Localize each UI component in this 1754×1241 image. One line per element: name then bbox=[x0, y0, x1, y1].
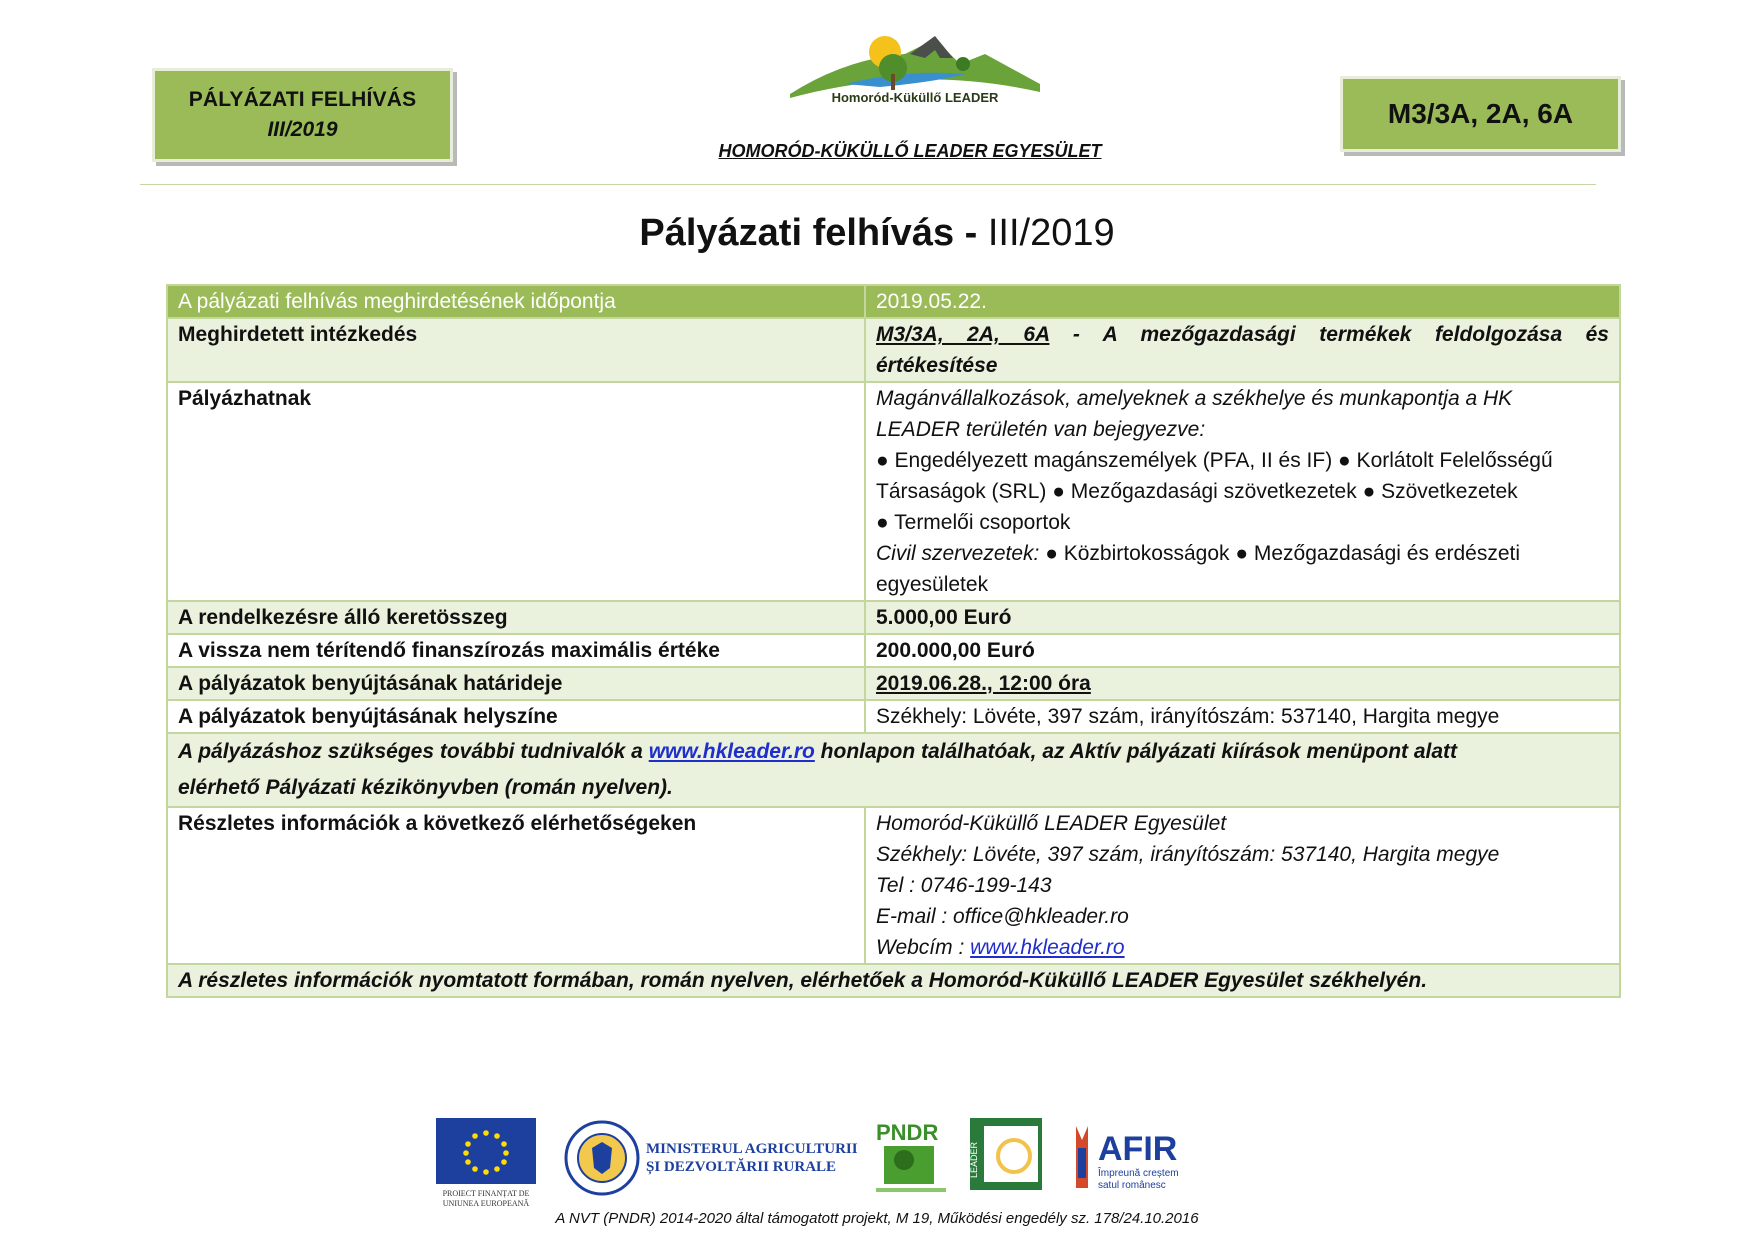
value-cell bbox=[865, 807, 1620, 964]
measure-text-2: értékesítése bbox=[876, 354, 998, 377]
eligible-civil bbox=[876, 538, 1609, 569]
info-text-after: honlapon találhatóak, az Aktív pályázati kiírások menüpont alatt bbox=[814, 740, 1458, 763]
info-cell bbox=[167, 733, 1620, 807]
contact-web bbox=[876, 932, 1609, 963]
table-row bbox=[167, 807, 1620, 964]
call-badge-title: PÁLYÁZATI FELHÍVÁS bbox=[188, 88, 417, 111]
value-cell: 2019.06.28., 12:00 óra bbox=[865, 667, 1620, 700]
measure-text: - A mezőgazdasági termékek feldolgozása és bbox=[1072, 323, 1609, 346]
measure-code-inline: M3/3A, 2A, 6A bbox=[876, 323, 1050, 346]
eligible-list-2: Társaságok (SRL) ● Mezőgazdasági szövetkezetek ● Szövetkezetek bbox=[876, 480, 1518, 503]
leader-emblem-icon bbox=[969, 1118, 1042, 1190]
government-seal-icon bbox=[566, 1122, 638, 1194]
label-cell: A vissza nem térítendő finanszírozás maximális értéke bbox=[167, 634, 865, 667]
pndr-text: PNDR bbox=[876, 1120, 939, 1145]
contact-phone: Tel : 0746-199-143 bbox=[876, 874, 1052, 897]
eu-text-2: UNIUNEA EUROPEANĂ bbox=[442, 1199, 530, 1208]
title-bold: Pályázati felhívás - bbox=[639, 212, 978, 254]
label-cell: Pályázhatnak bbox=[167, 382, 865, 601]
call-badge bbox=[152, 68, 453, 162]
value-cell: Székhely: Lövéte, 397 szám, irányítószám: 537140, Hargita megye bbox=[865, 700, 1620, 733]
info-text-line2: elérhető Pályázati kézikönyvben (román nyelven). bbox=[178, 776, 673, 799]
contact-org: Homoród-Küküllő LEADER Egyesület bbox=[876, 812, 1227, 835]
afir-tagline-2: satul românesc bbox=[1098, 1180, 1166, 1191]
ministry-line-2: ȘI DEZVOLTĂRII RURALE bbox=[646, 1159, 837, 1175]
eligible-intro-2: LEADER területén van bejegyezve: bbox=[876, 418, 1206, 441]
info-text-before: A pályázáshoz szükséges további tudnivalók a bbox=[178, 740, 649, 763]
value-cell bbox=[865, 318, 1620, 382]
logo-caption: Homoród-Küküllő LEADER bbox=[831, 90, 999, 105]
afir-logo-icon bbox=[1076, 1126, 1179, 1191]
civil-items: ● Közbirtokosságok ● Mezőgazdasági és erdészeti bbox=[1039, 542, 1521, 565]
web-label: Webcím : bbox=[876, 936, 971, 959]
label-cell: Részletes információk a következő elérhetőségeken bbox=[167, 807, 865, 964]
afir-tagline-1: Împreună creștem bbox=[1098, 1168, 1179, 1179]
label-cell: A pályázatok benyújtásának helyszíne bbox=[167, 700, 865, 733]
table-row bbox=[167, 382, 1620, 601]
organization-name: HOMORÓD-KÜKÜLLŐ LEADER EGYESÜLET bbox=[718, 141, 1102, 161]
web-link[interactable]: www.hkleader.ro bbox=[970, 936, 1125, 959]
afir-text: AFIR bbox=[1098, 1130, 1178, 1168]
eu-flag-icon bbox=[436, 1118, 536, 1208]
leader-logo bbox=[785, 24, 1045, 124]
note-cell: A részletes információk nyomtatott formában, román nyelven, elérhetőek a Homoród-Küküllő LEADER Egyesület székhelyén. bbox=[167, 964, 1620, 997]
eligible-list-3: ● Termelői csoportok bbox=[876, 511, 1071, 534]
contact-address: Székhely: Lövéte, 397 szám, irányítószám: 537140, Hargita megye bbox=[876, 843, 1500, 866]
website-link[interactable]: www.hkleader.ro bbox=[648, 740, 815, 763]
footer-note: A NVT (PNDR) 2014-2020 által támogatott projekt, M 19, Működési engedély sz. 178/24.10.2016 bbox=[555, 1210, 1199, 1227]
eligible-list-1: ● Engedélyezett magánszemélyek (PFA, II és IF) ● Korlátolt Felelősségű bbox=[876, 449, 1553, 472]
contact-email: E-mail : office@hkleader.ro bbox=[876, 905, 1129, 928]
ministry-line-1: MINISTERUL AGRICULTURII bbox=[646, 1141, 858, 1157]
table-row bbox=[167, 700, 1620, 733]
measure-code: M3/3A, 2A, 6A bbox=[1387, 98, 1574, 129]
table-row bbox=[167, 964, 1620, 997]
table-row bbox=[167, 634, 1620, 667]
table-row bbox=[167, 733, 1620, 807]
label-cell: A rendelkezésre álló keretösszeg bbox=[167, 601, 865, 634]
value-cell: 5.000,00 Euró bbox=[865, 601, 1620, 634]
table-row bbox=[167, 667, 1620, 700]
civil-label: Civil szervezetek: bbox=[876, 542, 1040, 565]
eligible-civil-2: egyesületek bbox=[876, 573, 989, 596]
value-cell: 2019.05.22. bbox=[865, 285, 1620, 318]
measure-line bbox=[876, 319, 1609, 350]
page-title bbox=[0, 212, 1754, 255]
label-cell: A pályázatok benyújtásának határideje bbox=[167, 667, 865, 700]
header-divider bbox=[140, 184, 1596, 185]
label-cell: Meghirdetett intézkedés bbox=[167, 318, 865, 382]
table-row bbox=[167, 601, 1620, 634]
pndr-logo-icon bbox=[876, 1120, 946, 1192]
table-row bbox=[167, 285, 1620, 318]
call-badge-number: III/2019 bbox=[267, 118, 338, 141]
value-cell: 200.000,00 Euró bbox=[865, 634, 1620, 667]
eligible-intro-1: Magánvállalkozások, amelyeknek a székhelye és munkapontja a HK bbox=[876, 387, 1513, 410]
label-cell: A pályázati felhívás meghirdetésének időpontja bbox=[167, 285, 865, 318]
sponsor-logos bbox=[436, 1118, 1336, 1208]
leader-text: LEADER bbox=[969, 1141, 979, 1178]
measure-badge bbox=[1340, 76, 1621, 152]
eu-text-1: PROIECT FINANȚAT DE bbox=[442, 1189, 530, 1198]
call-details-table bbox=[166, 284, 1621, 998]
value-cell bbox=[865, 382, 1620, 601]
table-row bbox=[167, 318, 1620, 382]
title-number: III/2019 bbox=[987, 212, 1115, 254]
